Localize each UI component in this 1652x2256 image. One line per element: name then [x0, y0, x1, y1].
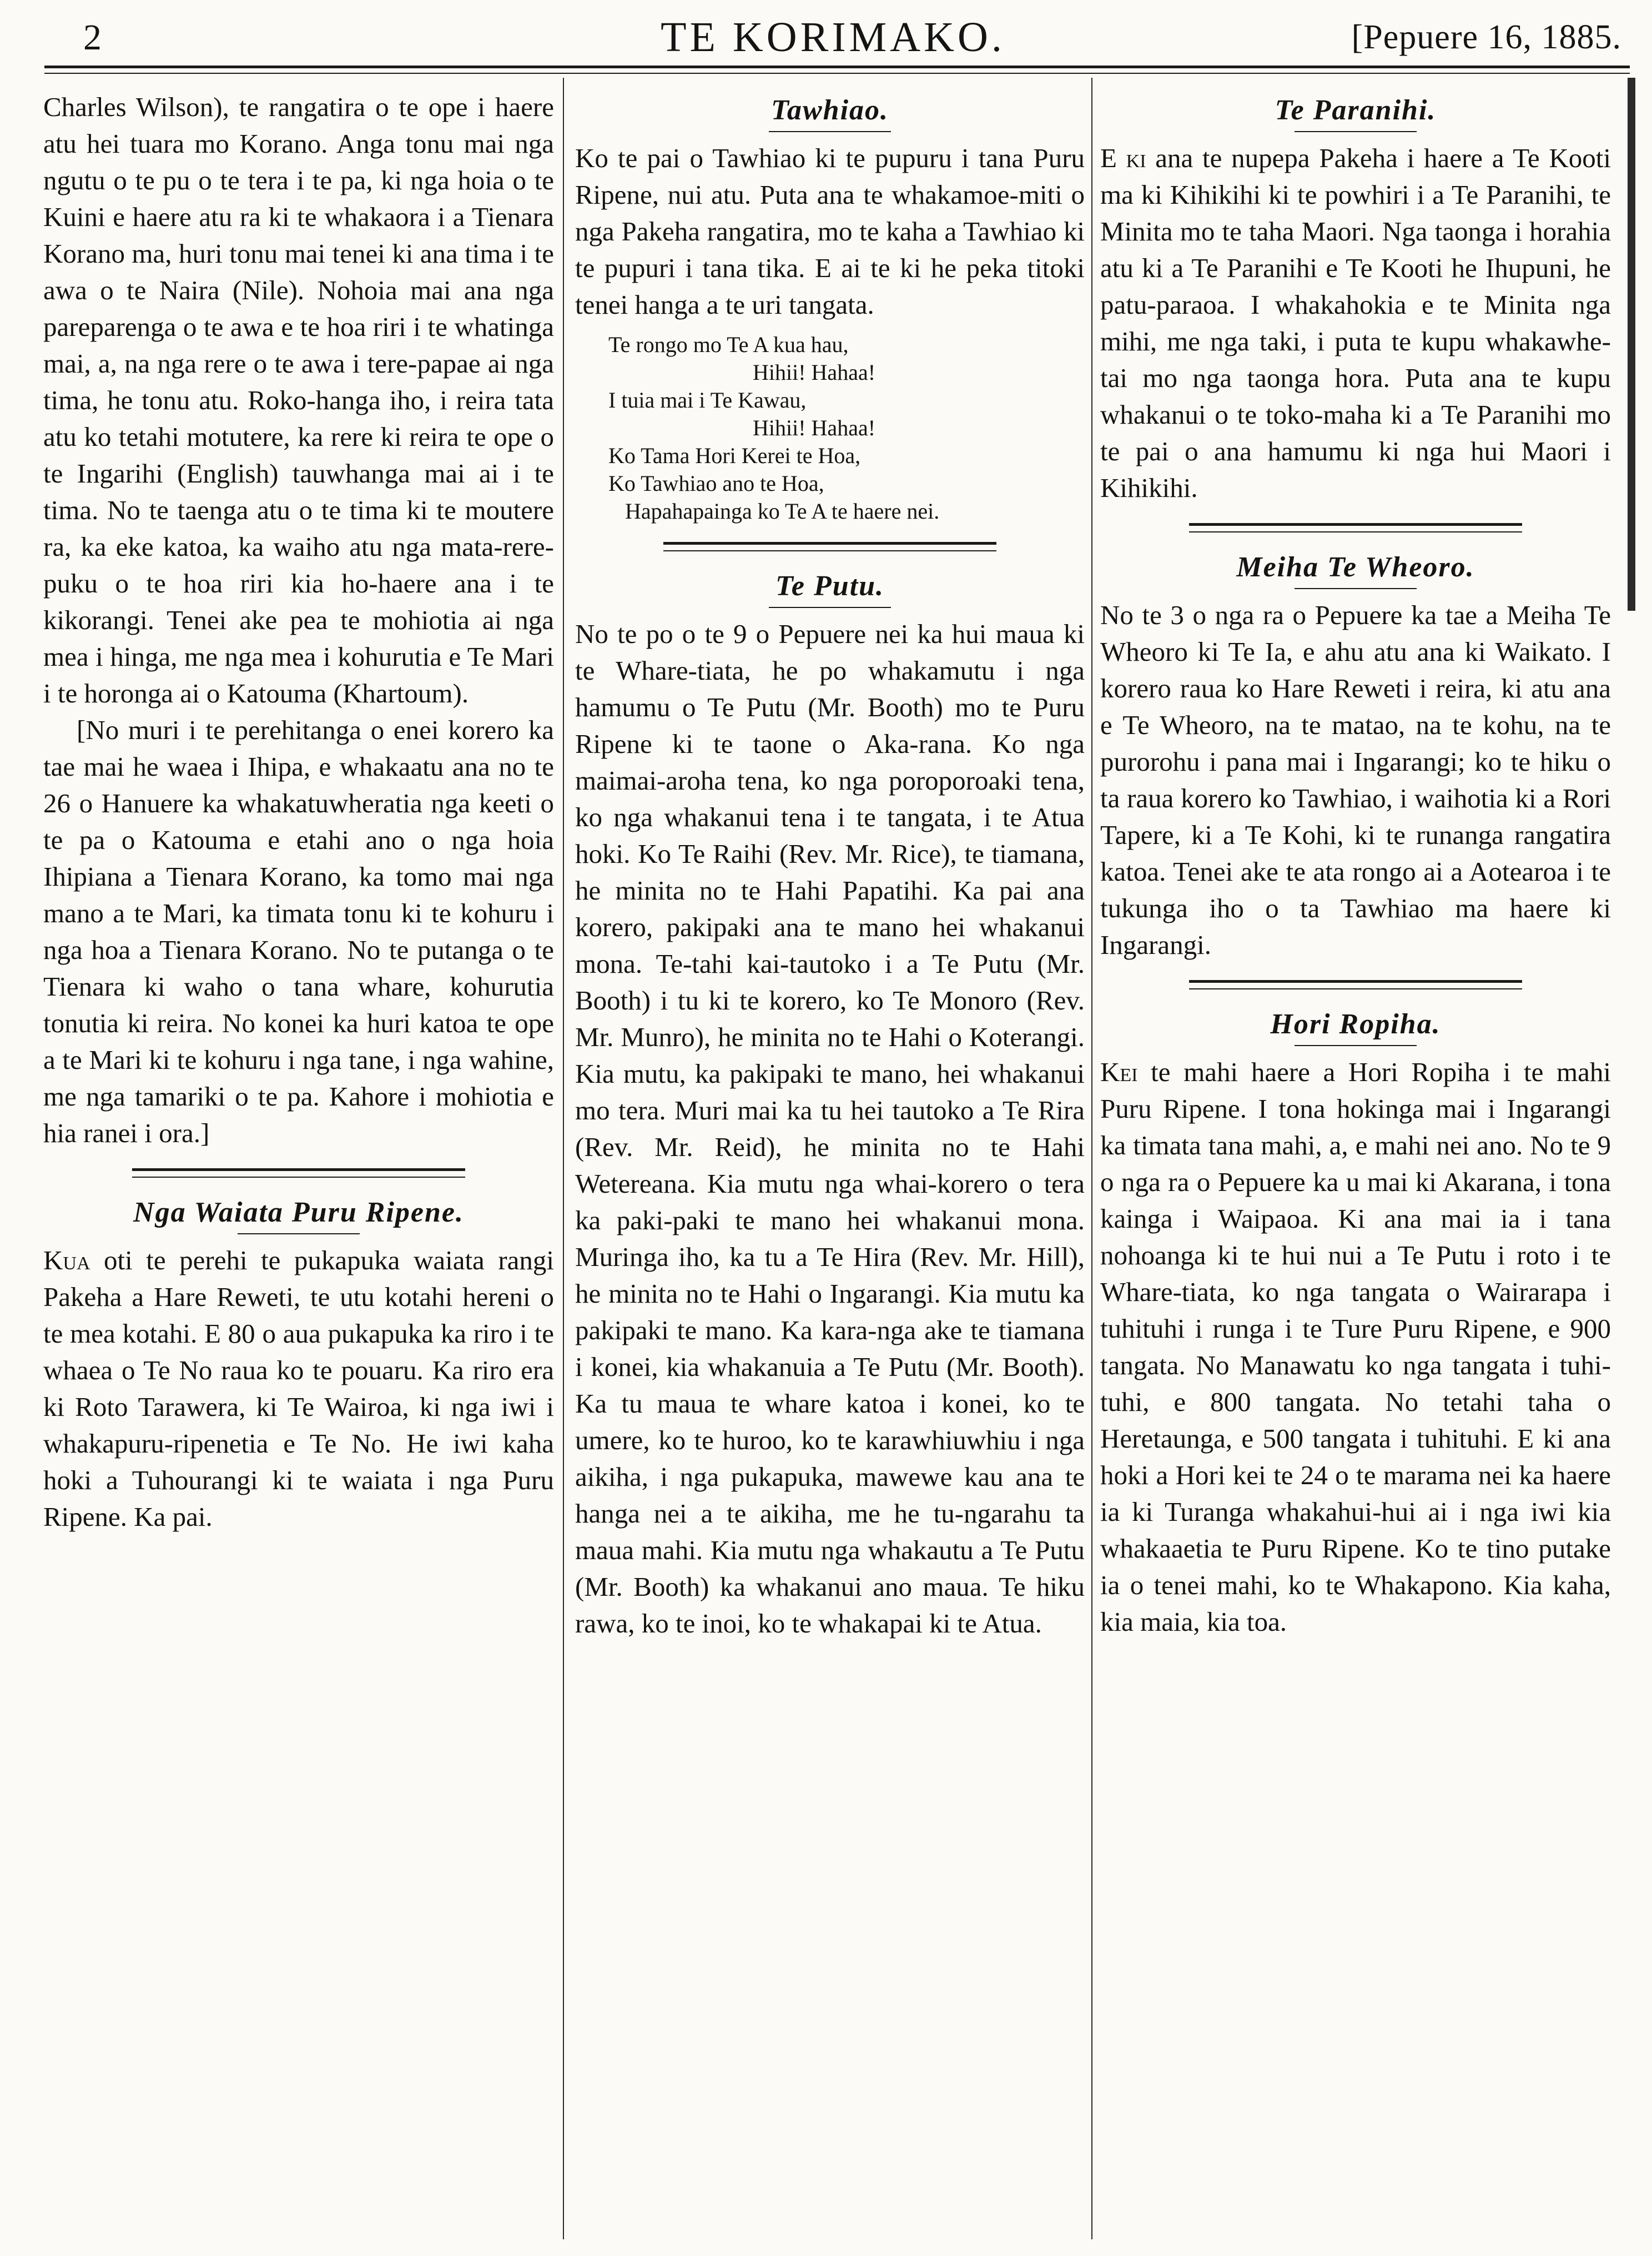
article-text: No te po o te 9 o Pepuere nei ka hui maua ki te Whare-tiata, he po whakamutu i nga hamumu o Te Putu (Mr. Booth) mo te Puru Ripene ki te taone o Aka-rana. Ko nga maimai-aroha tena, ko nga poroporoaki tena, ko nga whakanui tena i te tangata, i te Atua hoki. Ko Te Raihi (Rev. Mr. Rice), te tiamana, he minita no te Hahi Papatihi. Ka pai ana korero, pakipaki ana te mano hei whakanui mona. Te-tahi kai-tautoko i a Te Putu (Mr. Booth) i tu ki te korero, ko Te Monoro (Rev. Mr. Munro), he minita no te Hahi o Koterangi. Kia mutu, ka pakipaki te mano, hei whakanui mo tera. Muri mai ka tu hei tautoko a Te Rira (Rev. Mr. Reid), he minita no te Hahi Wetereana. Kia mutu nga whai-korero o tera ka paki-paki te mano hei whakanui mona. Muringa iho, ka tu a Te Hira (Rev. Mr. Hill), he minita no te Hahi o Ingarangi. Kia mutu ka pakipaki te mano. Ka kara-nga ake te tiamana i konei, kia whakanuia a Te Putu (Mr. Booth). Ka tu maua te whare katoa i konei, ko te umere, ko te huroo, ko te karawhiuwhiu i nga aikiha, i nga pukapuka, mawewe kau ana te hanga nei a te aikiha, me he tu-ngarahu ta maua mahi. Kia mutu nga whakautu a Te Putu (Mr. Booth) ka whakanui ano maua. Te hiku rawa, ko te inoi, ko te whakapai ki te Atua. [575, 619, 1085, 1639]
title-rule [769, 607, 891, 608]
lyric-line: I tuia mai i Te Kawau, [608, 388, 807, 413]
article-text [1100, 1054, 1611, 1640]
lyric-line: Hapahapainga ko Te A te haere nei. [625, 499, 940, 524]
section-separator [132, 1168, 465, 1178]
article-text: [No muri i te perehitanga o enei korero ka tae mai he waea i Ihipa, e whakaatu ana no te 26 o Hanuere ka whakatuwheratia nga keeti o te pa o Katouma e etahi ano o nga hoia Ihipiana a Tienara Korano, ka tomo mai nga mano a te Mari, ka timata tonu ki te kohuru i nga hoa a Tienara Korano. No te putanga o te Tienara ki waho o tana whare, kohurutia tonutia ki reira. No konei ka huri katoa te ope a te Mari ki te kohuru i nga tane, i nga wahine, me nga tamariki o te pa. Kahore i mohiotia e hia ranei i ora.] [43, 715, 554, 1148]
article-title: Tawhiao. [770, 94, 889, 126]
masthead: TE KORIMAKO. [661, 14, 1005, 61]
issue-date: [Pepuere 16, 1885. [1351, 18, 1621, 56]
article-text: Charles Wilson), te rangatira o te ope i haere atu hei tuara mo Korano. Anga tonu mai nga ngutu o te pu o te tera i te pa, ki nga hoia o te Kuini e haere atu ra ki te whakaora i a Tienara Korano ma, huri tonu mai tenei ki ana tima i te awa o te Naira (Nile). Nohoia mai ana nga pareparenga o te awa e te hoa riri i te whatinga mai, a, na nga rere o te awa i tere-papae ai nga tima, he tonu atu. Roko-hanga iho, i reira tata atu ko tetahi motutere, ka rere ki reira te ope o te Ingarihi (English) tauwhanga mai ai i te tima. No te taenga atu o te tima ki te moutere ra, ka eke katoa, ka waiho atu nga mata-rere-puku o te hoa riri kia ho-haere ana i te kikorangi. Tenei ake pea te mohiotia ai nga mea i hinga, me nga mea i kohurutia e Te Mari i te horonga ai o Katouma (Khartoum). [43, 92, 554, 709]
article-title: Te Paranihi. [1275, 94, 1437, 126]
article-body: te mahi haere a Hori Ropiha i te mahi Puru Ripene. I tona hokinga mai i Ingarangi ka timata tana mahi, a, e mahi nei ano. No te 9 o nga ra o Pepuere ka u mai ki Akarana, i tona kainga i Waipaoa. Ki ana mai ia i tana nohoanga ki te hui nui a Te Putu i roto i te Whare-tiata, ko nga tangata o Wairarapa i tuhituhi i runga i te Ture Puru Ripene, e 900 tangata. No Manawatu ko nga tangata i tuhi-tuhi, e 800 tangata. No tetahi taha o Heretaunga, e 500 tangata i tuhituhi. E ki ana hoki a Hori kei te 24 o te marama nei ka haere ia ki Turanga whakahui-hui ai i nga iwi kia whakaaetia te Puru Ripene. Ko te tino putake ia o tenei mahi, ko te Whakapono. Kia kaha, kia maia, kia toa. [1100, 1057, 1611, 1637]
lead-word: Kei [1100, 1057, 1138, 1087]
title-rule [1295, 131, 1417, 132]
column-divider [1091, 78, 1092, 2239]
article-body: ana te nupepa Pakeha i haere a Te Kooti ma ki Kihikihi ki te powhiri i a Te Paranihi, te Minita mo te taha Maori. Nga taonga i horahia atu ki a Te Paranihi e Te Kooti he Ihupuni, he patu-paraoa. I whakahokia e te Minita nga mihi, me nga taki, i puta te kupu whakawhe-tai mo nga taonga hora. Puta ana te kupu whakanui o te toko-maha ki a Te Paranihi mo te pai o ana hamumu ki nga hui Maori i Kihikihi. [1100, 143, 1611, 503]
header-rule-thick [44, 66, 1630, 68]
lyric-line: Hihii! Hahaa! [753, 360, 876, 385]
column-2 [575, 89, 1085, 2243]
section-separator [1189, 523, 1522, 532]
page-edge-shadow [1628, 78, 1635, 611]
section-separator [663, 542, 996, 551]
lead-word: E ki [1100, 143, 1146, 173]
article-title: Nga Waiata Puru Ripene. [133, 1197, 464, 1228]
title-rule [238, 1233, 360, 1234]
page-header [44, 11, 1621, 72]
article-body: oti te perehi te pukapuka waiata rangi Pakeha a Hare Reweti, te utu kotahi hereni o te mea kotahi. E 80 o aua pukapuka ka riro i te whaea o Te No raua ko te pouaru. Ka riro era ki Roto Tarawera, ki Te Wairoa, ki nga iwi i whakapuru-ripenetia e Te No. He iwi kaha hoki a Tuhourangi ki te waiata i nga Puru Ripene. Ka pai. [43, 1245, 554, 1532]
header-rule-thin [44, 73, 1630, 74]
article-text: Ko te pai o Tawhiao ki te pupuru i tana Puru Ripene, nui atu. Puta ana te whakamoe-miti o nga Pakeha rangatira, mo te kaha a Tawhiao ki te pupuri i tana tika. E ai te ki he peka titoki tenei hanga a te uri tangata. [575, 143, 1085, 320]
article-title: Meiha Te Wheoro. [1236, 551, 1475, 583]
article-text [43, 1242, 554, 1535]
title-rule [1295, 588, 1417, 589]
page-number: 2 [83, 17, 102, 58]
lead-word: Kua [43, 1245, 90, 1275]
section-separator [1189, 980, 1522, 989]
article-title: Hori Ropiha. [1270, 1008, 1441, 1040]
song-lyrics [575, 331, 1085, 525]
title-rule [769, 131, 891, 132]
column-1 [43, 89, 554, 2243]
column-3 [1100, 89, 1611, 2243]
lyric-line: Te rongo mo Te A kua hau, [608, 332, 849, 357]
title-rule [1295, 1045, 1417, 1046]
lyric-line: Ko Tama Hori Kerei te Hoa, [608, 443, 861, 468]
lyric-line: Ko Tawhiao ano te Hoa, [608, 471, 824, 496]
lyric-line: Hihii! Hahaa! [753, 415, 876, 440]
column-divider [563, 78, 564, 2239]
article-text [1100, 140, 1611, 506]
article-text: No te 3 o nga ra o Pepuere ka tae a Meiha Te Wheoro ki Te Ia, e ahu atu ana ki Waikato. I korero raua ko Hare Reweti i reira, ki atu ana e Te Wheoro, na te matao, na te kohu, na te purorohu i pana mai i Ingarangi; ko te hiku o ta raua korero ko Tawhiao, i waihotia ki a Rori Tapere, ki a Te Kohi, ki te runanga rangatira katoa. Tenei ake te ata rongo ai a Aotearoa i te tukunga iho o ta Tawhiao ma haere ki Ingarangi. [1100, 600, 1611, 960]
article-title: Te Putu. [775, 570, 885, 602]
